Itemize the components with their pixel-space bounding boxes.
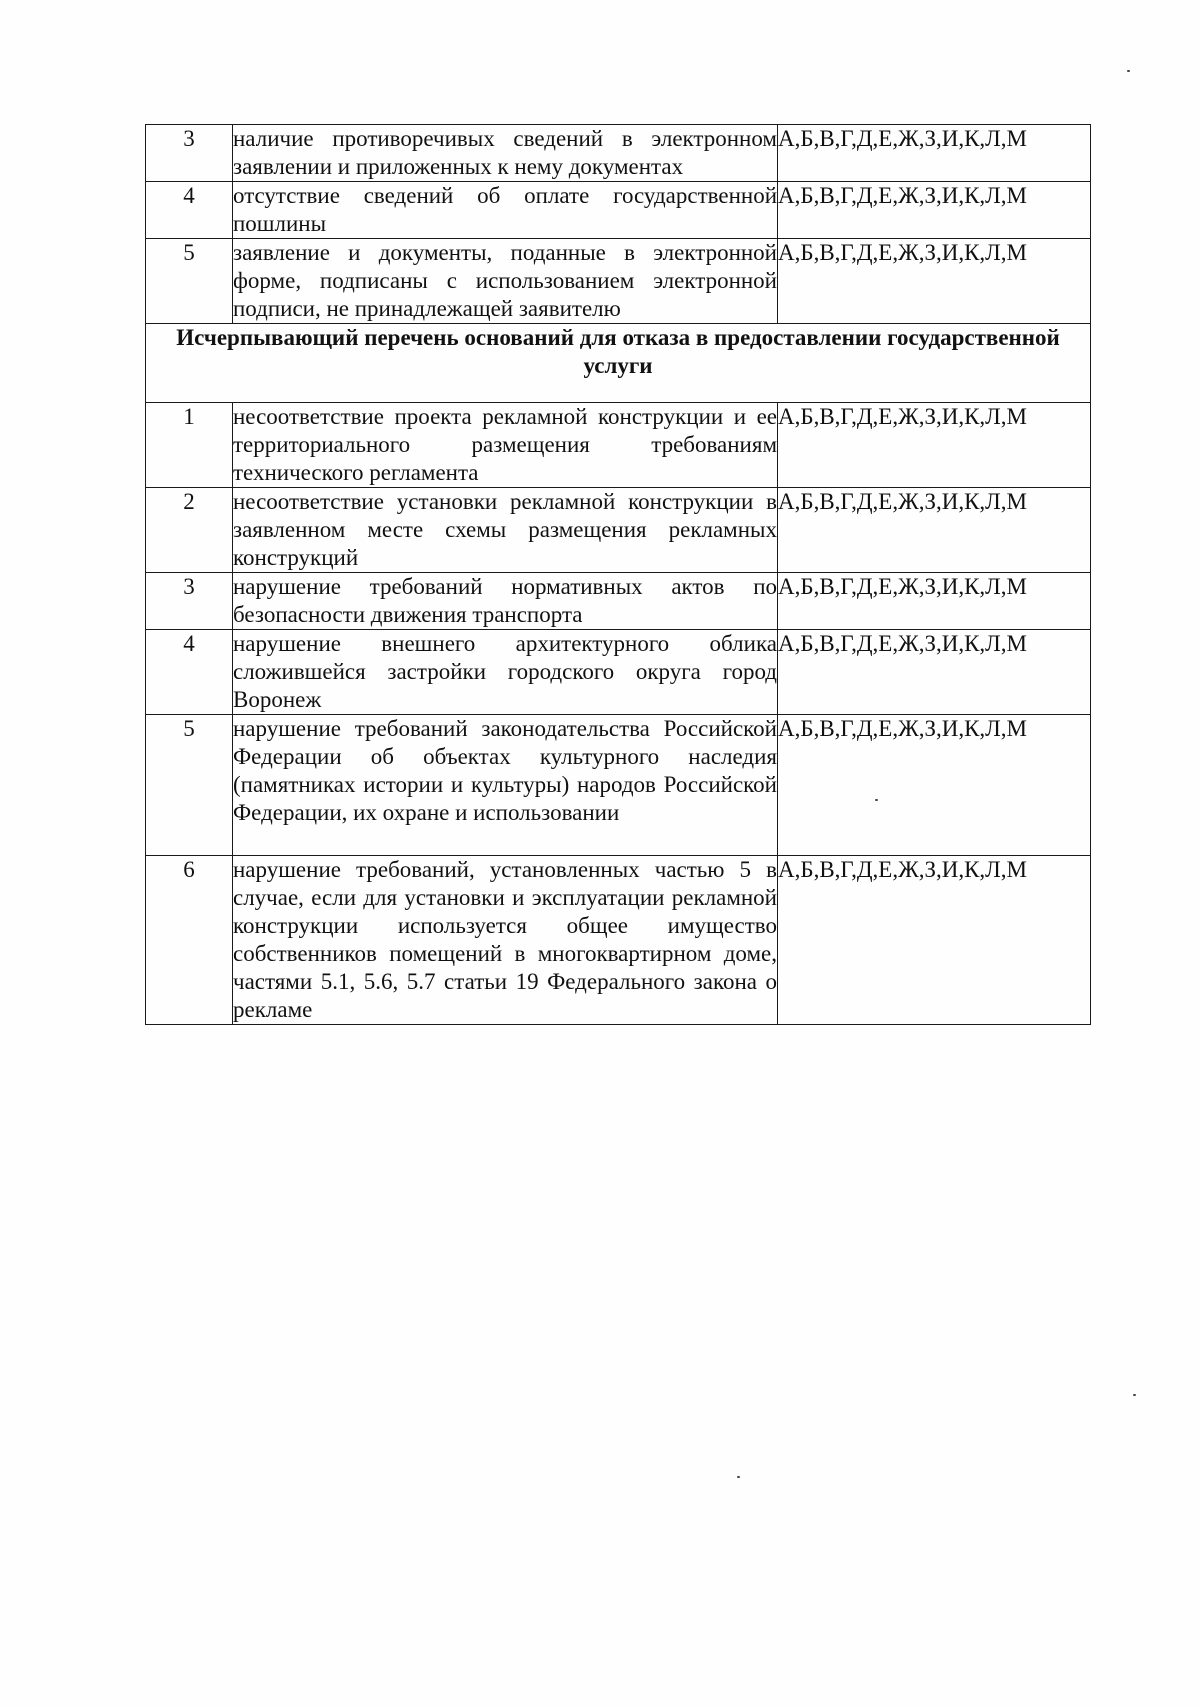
row-number: 3: [146, 573, 233, 630]
row-number: 1: [146, 403, 233, 488]
row-applicant-codes: А,Б,В,Г,Д,Е,Ж,З,И,К,Л,М: [778, 715, 1091, 856]
table-row: [146, 856, 1091, 1025]
row-number: 4: [146, 630, 233, 715]
row-applicant-codes: А,Б,В,Г,Д,Е,Ж,З,И,К,Л,М: [778, 630, 1091, 715]
table-row: [146, 182, 1091, 239]
row-applicant-codes: А,Б,В,Г,Д,Е,Ж,З,И,К,Л,М: [778, 856, 1091, 1025]
row-description: нарушение внешнего архитектурного облика сложившейся застройки городского округа город Воронеж: [233, 630, 778, 715]
row-number: 4: [146, 182, 233, 239]
row-description: нарушение требований законодательства Российской Федерации об объектах культурного наследия (памятниках истории и культуры) народов Российской Федерации, их охране и использовании: [233, 715, 778, 856]
row-description: наличие противоречивых сведений в электронном заявлении и приложенных к нему документах: [233, 125, 778, 182]
row-number: 2: [146, 488, 233, 573]
table-row: [146, 403, 1091, 488]
table-row: [146, 630, 1091, 715]
row-applicant-codes: А,Б,В,Г,Д,Е,Ж,З,И,К,Л,М: [778, 182, 1091, 239]
section-heading: Исчерпывающий перечень оснований для отказа в предоставлении государственной услуги: [146, 324, 1091, 403]
table-row: [146, 573, 1091, 630]
row-number: 5: [146, 239, 233, 324]
scan-speck: [737, 1476, 740, 1478]
section-heading-row: [146, 324, 1091, 403]
row-description: несоответствие проекта рекламной конструкции и ее территориального размещения требованиям технического регламента: [233, 403, 778, 488]
table-row: [146, 239, 1091, 324]
scan-speck: [875, 799, 878, 801]
row-description: отсутствие сведений об оплате государственной пошлины: [233, 182, 778, 239]
scan-speck: [1133, 1394, 1136, 1396]
scan-speck: [1127, 70, 1130, 72]
table-row: [146, 488, 1091, 573]
row-applicant-codes: А,Б,В,Г,Д,Е,Ж,З,И,К,Л,М: [778, 488, 1091, 573]
row-number: 5: [146, 715, 233, 856]
row-description: нарушение требований, установленных частью 5 в случае, если для установки и эксплуатации рекламной конструкции используется общее имущество собственников помещений в многоквартирном доме, частями 5.1, 5.6, 5.7 статьи 19 Федерального закона о рекламе: [233, 856, 778, 1025]
row-description: заявление и документы, поданные в электронной форме, подписаны с использованием электронной подписи, не принадлежащей заявителю: [233, 239, 778, 324]
table-row: [146, 125, 1091, 182]
row-applicant-codes: А,Б,В,Г,Д,Е,Ж,З,И,К,Л,М: [778, 403, 1091, 488]
grounds-table: [145, 124, 1091, 1025]
row-description: несоответствие установки рекламной конструкции в заявленном месте схемы размещения рекламных конструкций: [233, 488, 778, 573]
row-number: 3: [146, 125, 233, 182]
row-applicant-codes: А,Б,В,Г,Д,Е,Ж,З,И,К,Л,М: [778, 239, 1091, 324]
row-applicant-codes: А,Б,В,Г,Д,Е,Ж,З,И,К,Л,М: [778, 573, 1091, 630]
table-row: [146, 715, 1091, 856]
row-description: нарушение требований нормативных актов по безопасности движения транспорта: [233, 573, 778, 630]
row-applicant-codes: А,Б,В,Г,Д,Е,Ж,З,И,К,Л,М: [778, 125, 1091, 182]
row-number: 6: [146, 856, 233, 1025]
